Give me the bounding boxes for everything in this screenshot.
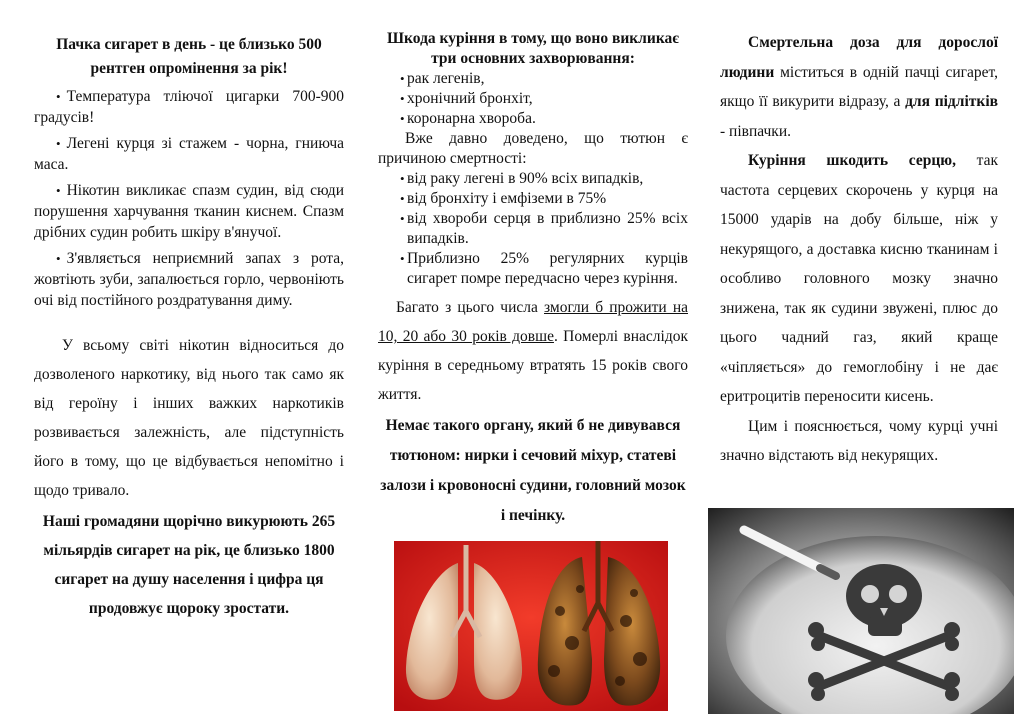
underlined-years: змогли б прожити на 10, 20 або 30 років довше [378,299,688,345]
bullet-icon: • [56,89,61,104]
stat-item: • від хвороби серця в приблизно 25% всіх випадків. [378,209,688,249]
stat-item: • Приблизно 25% регулярних курців сигарет помре передчасно через куріння. [378,249,688,289]
fact-item: • Легені курця зі стажем - чорна, гниюча маса. [34,135,344,173]
disease-item: • коронарна хвороба. [378,109,688,129]
disease-item: • хронічний бронхіт, [378,89,688,109]
paragraph-lethal-dose: Смертельна доза для дорослої людини міститься в одній пачці сигарет, якщо її викурити відразу, а для підлітків - півпачки. [720,34,998,140]
fact-item: • Нікотин викликає спазм судин, від сюди порушення харчування тканин киснем. Спазм дрібних судин робить шкіру в'янучої. [34,182,344,241]
paragraph-lifespan: Багато з цього числа змогли б прожити на 10, 20 або 30 років довше. Померлі внаслідок куріння в середньому втратять 15 років свого життя. [378,299,688,403]
column-right [720,0,998,471]
bullet-icon: • [56,136,61,151]
closing-statistics: Наші громадяни щорічно викурюють 265 мільярдів сигарет на рік, це близько 1800 сигарет на душу населення і цифра ця продовжує щороку зростати. [42,513,336,617]
lungs-comparison-image [394,541,668,711]
bullet-icon: • [400,211,405,226]
column-left [34,0,344,623]
bullet-icon: • [400,171,405,186]
heading-harm: Шкода куріння в тому, що воно викликає три основних захворювання: [387,30,679,67]
ashtray-skull-image [708,508,1014,714]
bullet-icon: • [400,91,405,106]
bullet-icon: • [56,183,61,198]
paragraph-nicotine: У всьому світі нікотин відноситься до дозволеного наркотику, від нього так само як від героїну і інших важких наркотиків розвивається залежність, але підступність його в тому, що це відбувається непомітно і щодо тривало. [34,337,344,499]
paragraph-students: Цим і пояснюється, чому курці учні значно відстають від некурящих. [720,417,998,464]
heading-radiation: Пачка сигарет в день - це близько 500 рентген опромінення за рік! [56,36,322,77]
bullet-icon: • [400,251,405,266]
heading-organs: Немає такого органу, який б не дивувався тютюном: нирки і сечовий міхур, статеві залози і кровоносні судини, головний мозок і печінку. [380,417,686,524]
bullet-icon: • [56,251,61,266]
bullet-icon: • [400,71,405,86]
bullet-icon: • [400,191,405,206]
bullet-icon: • [400,111,405,126]
fact-item: • З'являється неприємний запах з рота, жовтіють зуби, запалюється горло, червоніють очі від постійного роздратування диму. [34,250,344,309]
paragraph-proven: Вже давно доведено, що тютюн є причиною смертності: [378,130,688,167]
paragraph-heart: Куріння шкодить серцю, так частота серцевих скорочень у курця на 15000 ударів на добу більше, ніж у некурящого, а доставка кисню тканинам і особливо головного мозку значно знижена, так як судини звужені, плюс до цього чадний газ, який краще «чіпляється» до гемоглобіну і не дає еритроцитів переносити кисень. [720,152,998,405]
disease-item: • рак легенів, [378,69,688,89]
column-middle [378,0,688,711]
fact-item: • Температура тліючої цигарки 700-900 градусів! [34,88,344,126]
stat-item: • від бронхіту і емфіземи в 75% [378,189,688,209]
stat-item: • від раку легені в 90% всіх випадків, [378,169,688,189]
